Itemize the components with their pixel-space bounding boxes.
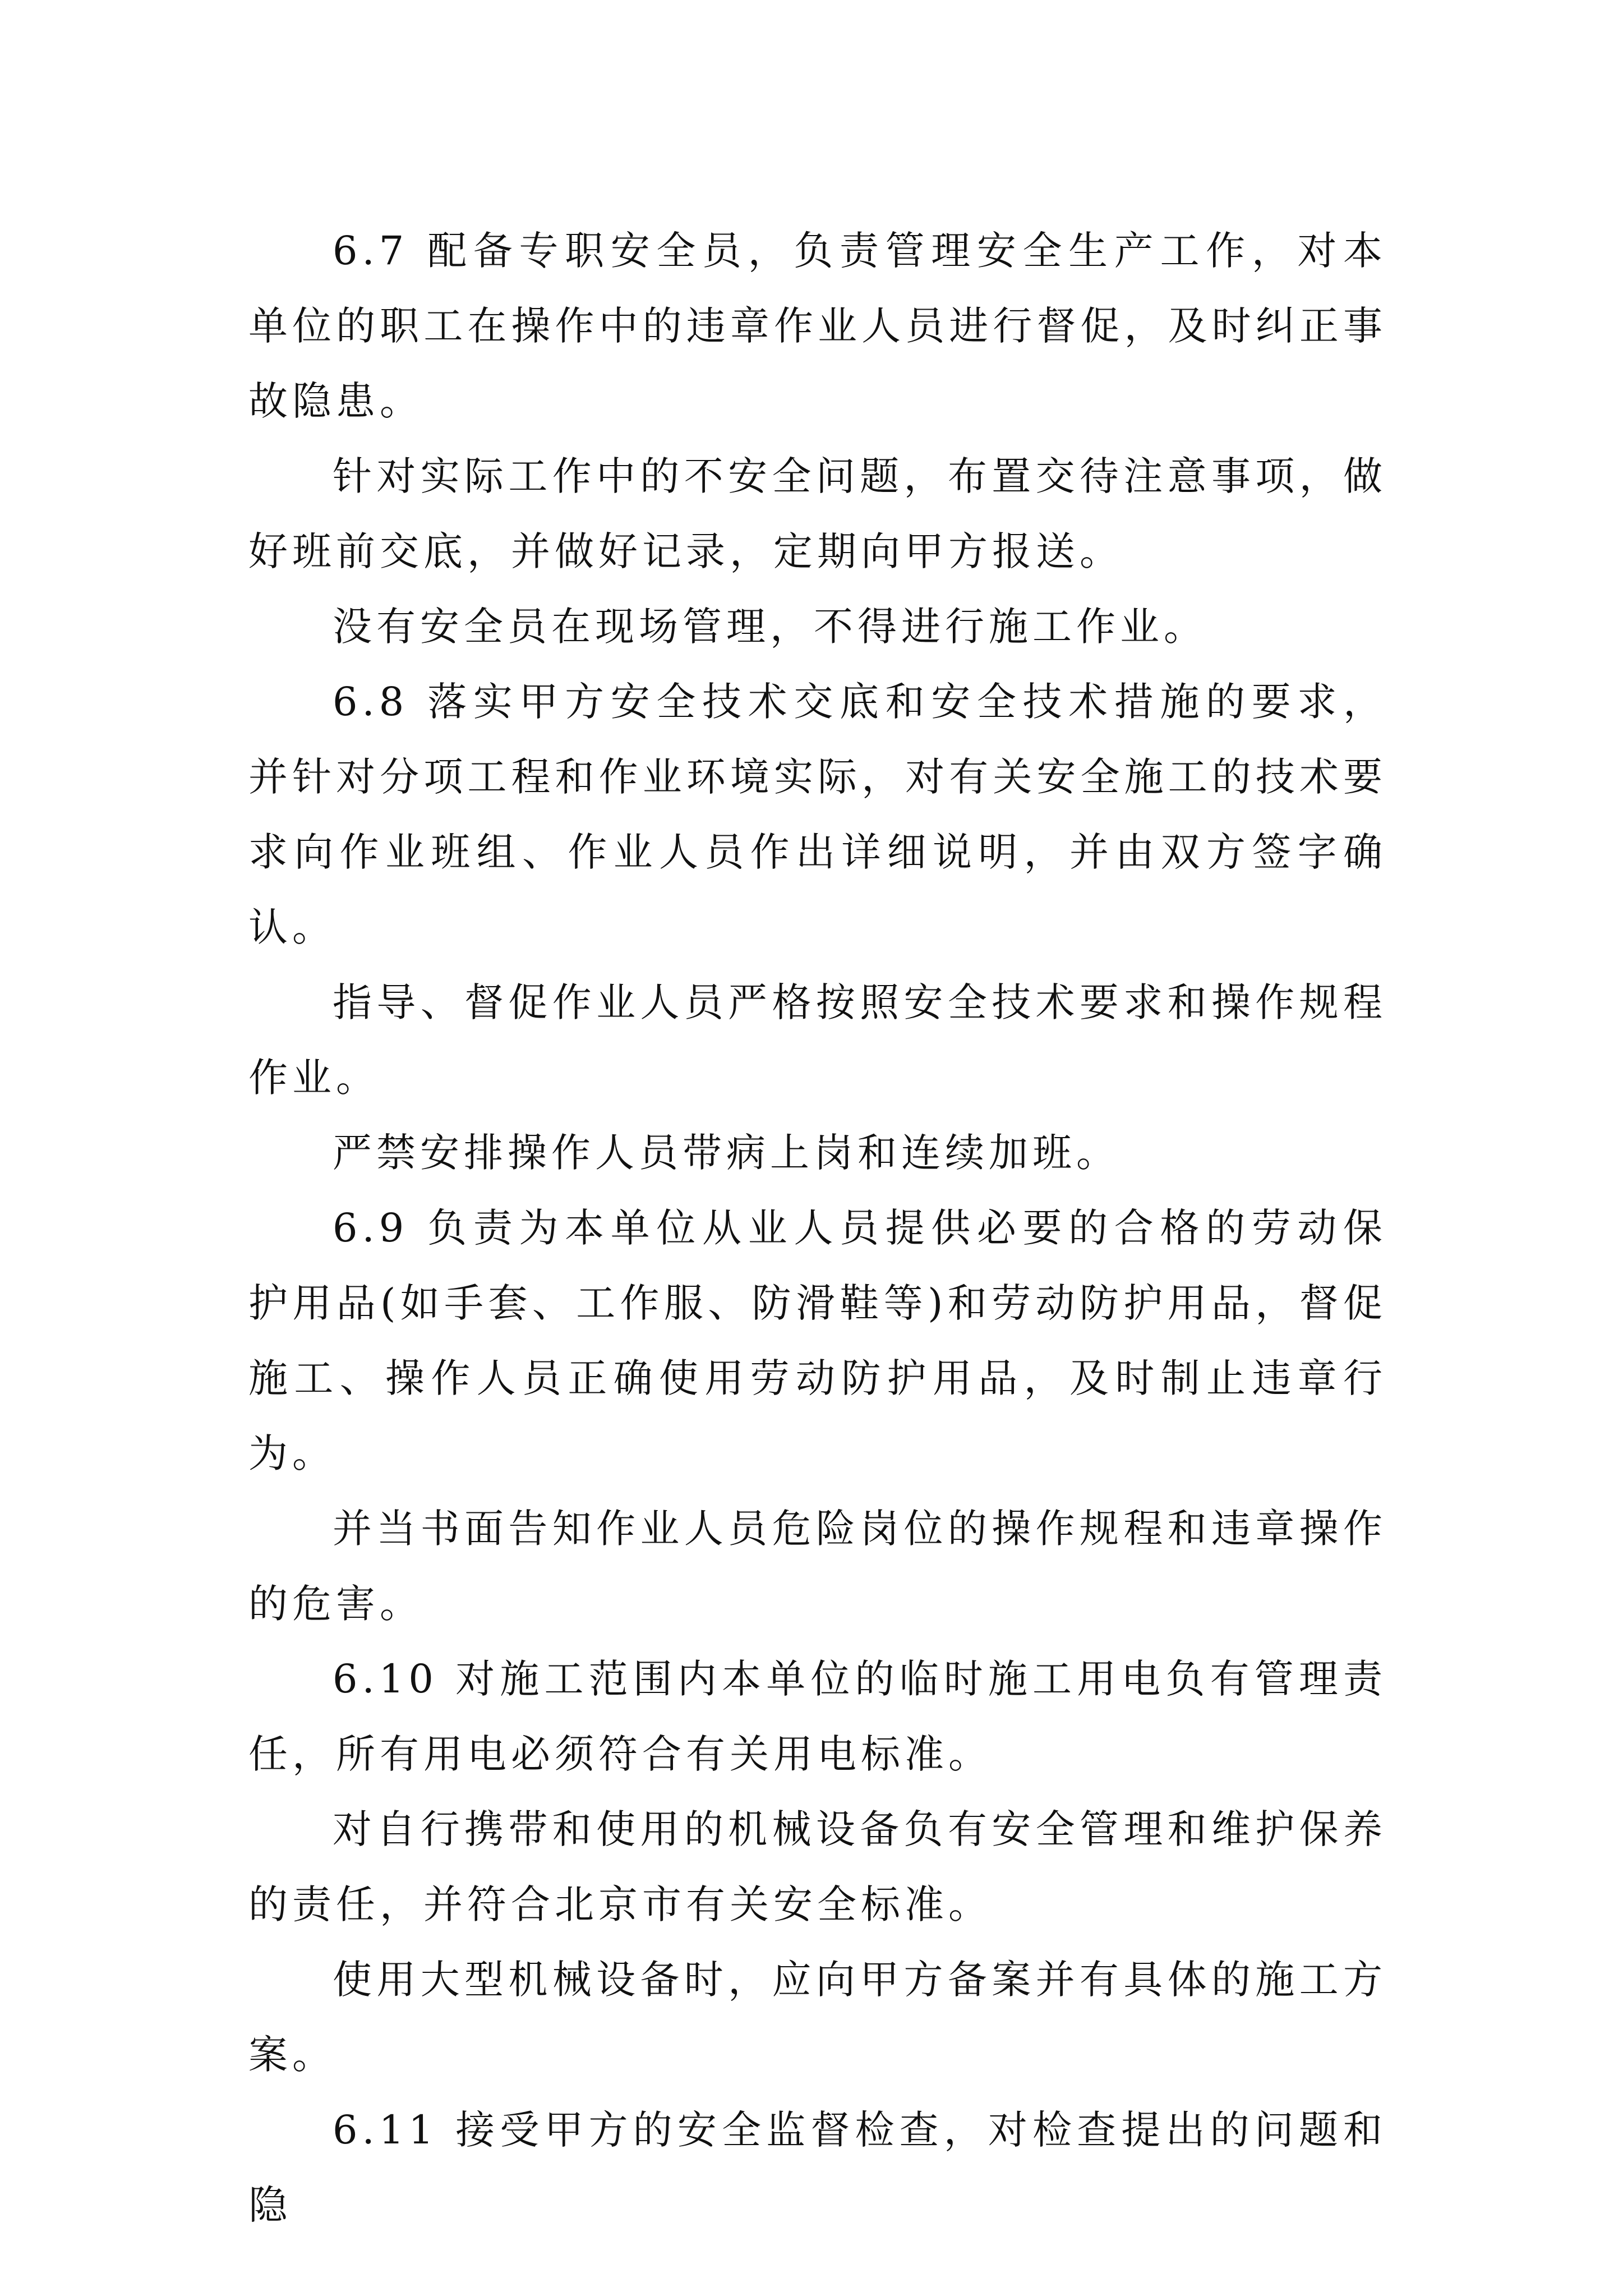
paragraph-6-11: 6.11 接受甲方的安全监督检查，对检查提出的问题和隐 xyxy=(248,2107,1387,2228)
paragraph-6-8: 6.8 落实甲方安全技术交底和安全技术措施的要求，并针对分项工程和作业环境实际，对有关安全施工的技术要求向作业班组、作业人员作出详细说明，并由双方签字确认。 xyxy=(248,679,1387,950)
paragraph-large-machinery: 使用大型机械设备时，应向甲方备案并有具体的施工方案。 xyxy=(248,1957,1387,2078)
paragraph-6-10: 6.10 对施工范围内本单位的临时施工用电负有管理责任，所有用电必须符合有关用电标准。 xyxy=(248,1656,1387,1777)
paragraph-written-notice: 并当书面告知作业人员危险岗位的操作规程和违章操作的危害。 xyxy=(248,1506,1387,1627)
paragraph-6-7: 6.7 配备专职安全员，负责管理安全生产工作，对本单位的职工在操作中的违章作业人员进行督促，及时纠正事故隐患。 xyxy=(248,228,1387,424)
paragraph-guide-workers: 指导、督促作业人员严格按照安全技术要求和操作规程作业。 xyxy=(248,979,1387,1101)
paragraph-equipment-maintenance: 对自行携带和使用的机械设备负有安全管理和维护保养的责任，并符合北京市有关安全标准。 xyxy=(248,1806,1387,1927)
paragraph-no-overtime: 严禁安排操作人员带病上岗和连续加班。 xyxy=(333,1130,1120,1176)
paragraph-no-safety-officer: 没有安全员在现场管理，不得进行施工作业。 xyxy=(333,604,1207,650)
paragraph-6-9: 6.9 负责为本单位从业人员提供必要的合格的劳动保护用品(如手套、工作服、防滑鞋等)和劳动防护用品，督促施工、操作人员正确使用劳动防护用品，及时制止违章行为。 xyxy=(248,1205,1387,1476)
paragraph-safety-issues: 针对实际工作中的不安全问题，布置交待注意事项，做好班前交底，并做好记录，定期向甲方报送。 xyxy=(248,453,1387,574)
document-body xyxy=(248,213,1387,2243)
